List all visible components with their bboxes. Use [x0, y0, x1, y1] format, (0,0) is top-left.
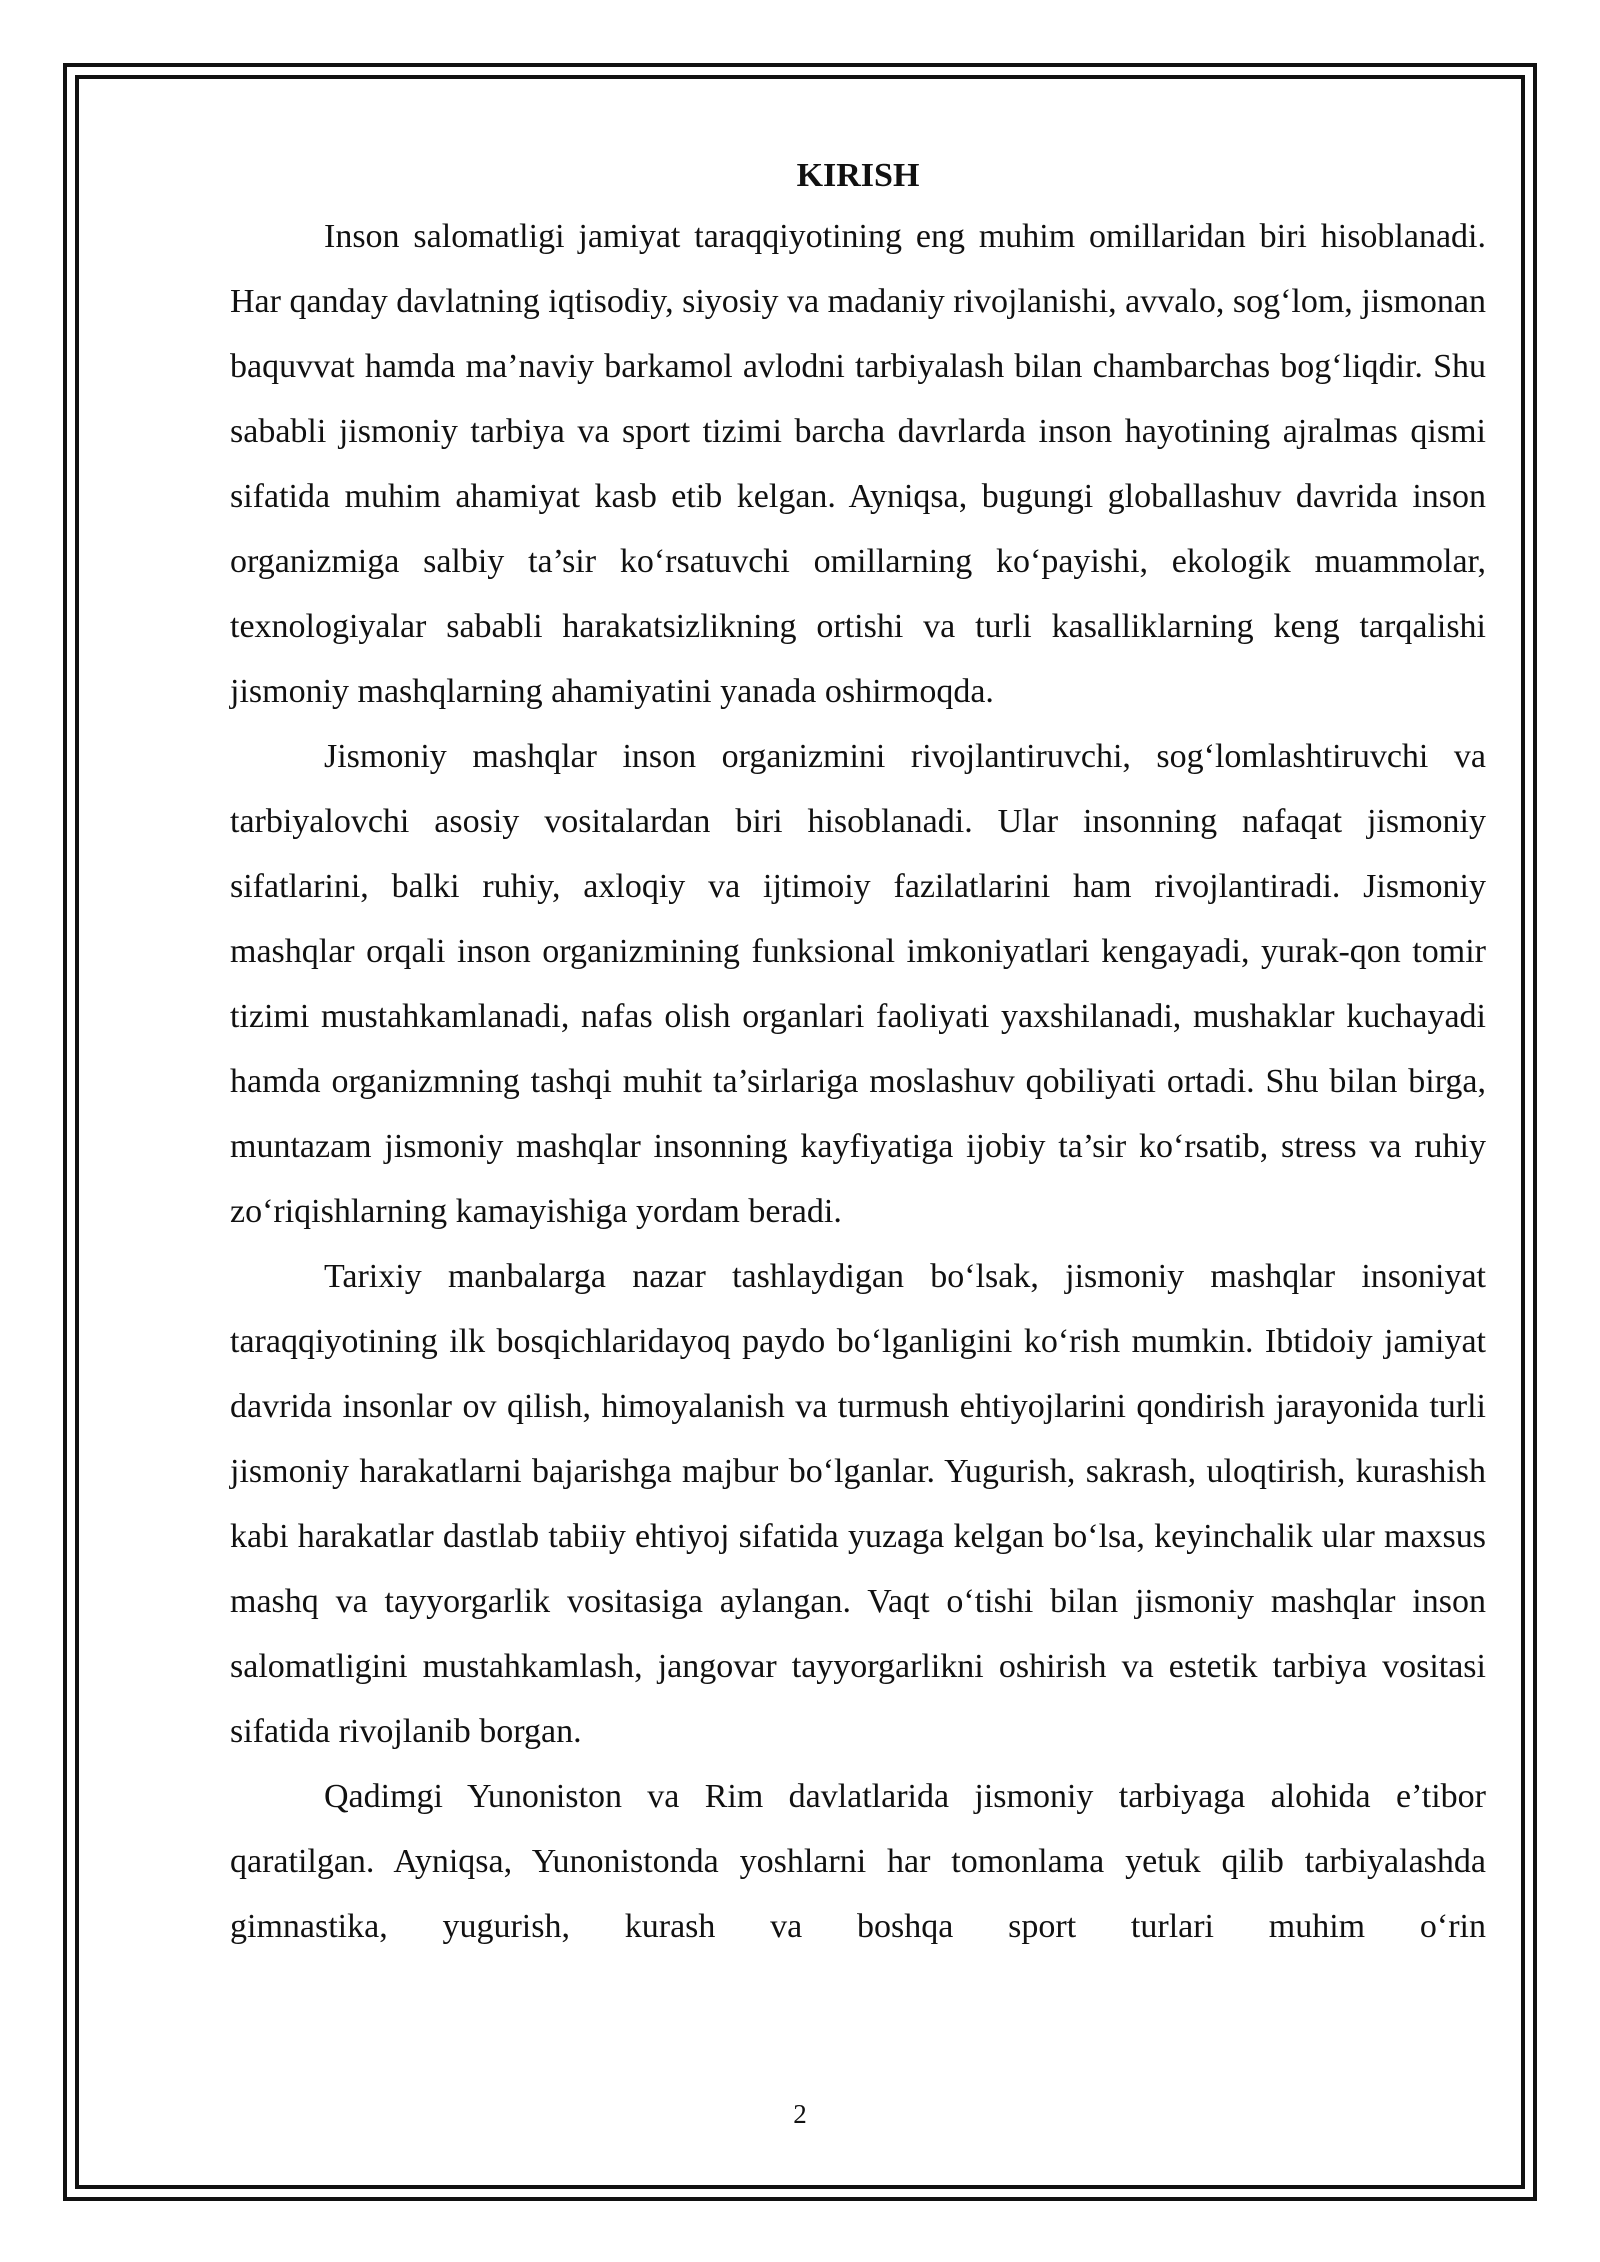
paragraph-2: Jismoniy mashqlar inson organizmini rivojlantiruvchi, sog‘lomlashtiruvchi va tarbiyalovchi asosiy vositalardan biri hisoblanadi. Ular insonning nafaqat jismoniy sifatlarini, balki ruhiy, axloqiy va ijtimoiy fazilatlarini ham rivojlantiradi. Jismoniy mashqlar orqali inson organizmining funksional imkoniyatlari kengayadi, yurak-qon tomir tizimi mustahkamlanadi, nafas olish organlari faoliyati yaxshilanadi, mushaklar kuchayadi hamda organizmning tashqi muhit ta’sirlariga moslashuv qobiliyati ortadi. Shu bilan birga, muntazam jismoniy mashqlar insonning kayfiyatiga ijobiy ta’sir ko‘rsatib, stress va ruhiy zo‘riqishlarning kamayishiga yordam beradi. [230, 738, 1486, 1230]
section-title: KIRISH [796, 157, 920, 194]
paragraph-4: Qadimgi Yunoniston va Rim davlatlarida jismoniy tarbiyaga alohida e’tibor qaratilgan. Ayniqsa, Yunonistonda yoshlarni har tomonlama yetuk qilib tarbiyalashda gimnastika, yugurish, kurash va boshqa sport turlari muhim o‘rin [230, 1778, 1486, 1945]
document-body [230, 148, 1486, 1959]
paragraph-3: Tarixiy manbalarga nazar tashlaydigan bo‘lsak, jismoniy mashqlar insoniyat taraqqiyotining ilk bosqichlaridayoq paydo bo‘lganligini ko‘rish mumkin. Ibtidoiy jamiyat davrida insonlar ov qilish, himoyalanish va turmush ehtiyojlarini qondirish jarayonida turli jismoniy harakatlarni bajarishga majbur bo‘lganlar. Yugurish, sakrash, uloqtirish, kurashish kabi harakatlar dastlab tabiiy ehtiyoj sifatida yuzaga kelgan bo‘lsa, keyinchalik ular maxsus mashq va tayyorgarlik vositasiga aylangan. Vaqt o‘tishi bilan jismoniy mashqlar inson salomatligini mustahkamlash, jangovar tayyorgarlikni oshirish va estetik tarbiya vositasi sifatida rivojlanib borgan. [230, 1258, 1486, 1750]
paragraph-1: Inson salomatligi jamiyat taraqqiyotining eng muhim omillaridan biri hisoblanadi. Har qanday davlatning iqtisodiy, siyosiy va madaniy rivojlanishi, avvalo, sog‘lom, jismonan baquvvat hamda ma’naviy barkamol avlodni tarbiyalash bilan chambarchas bog‘liqdir. Shu sababli jismoniy tarbiya va sport tizimi barcha davrlarda inson hayotining ajralmas qismi sifatida muhim ahamiyat kasb etib kelgan. Ayniqsa, bugungi globallashuv davrida inson organizmiga salbiy ta’sir ko‘rsatuvchi omillarning ko‘payishi, ekologik muammolar, texnologiyalar sababli harakatsizlikning ortishi va turli kasalliklarning keng tarqalishi jismoniy mashqlarning ahamiyatini yanada oshirmoqda. [230, 218, 1486, 710]
page-number: 2 [793, 2099, 807, 2129]
